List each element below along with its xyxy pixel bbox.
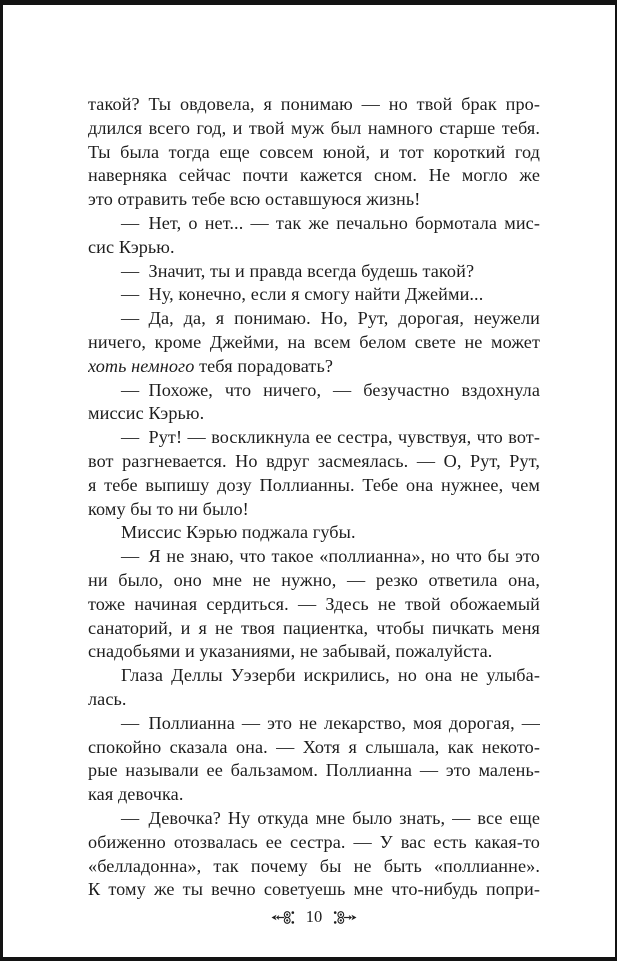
paragraph: [88, 260, 540, 284]
text-segment: санаторий, и я не твоя пациентка, чтобы пичкать меня: [88, 617, 540, 638]
text-segment: Глаза Деллы Уэзерби искрились, но она не улыба-: [121, 665, 540, 686]
text-segment: — Да, да, я понимаю. Но, Рут, дорогая, неужели: [121, 308, 540, 329]
text-segment: Миссис Кэрью поджала губы.: [121, 522, 356, 543]
text-segment: ни было, оно мне не нужно, — резко ответила она,: [88, 569, 540, 590]
text-segment: тебя порадовать?: [194, 355, 334, 376]
text-line: [88, 355, 540, 379]
text-line: [88, 545, 540, 569]
text-line: [88, 783, 540, 807]
text-line: [88, 712, 540, 736]
text-segment: тоже начиная сердиться. — Здесь не твой обожаемый: [88, 593, 540, 614]
text-segment: кая девочка.: [88, 784, 184, 805]
text-line: [88, 164, 540, 188]
italic-text-segment: хоть немного: [88, 355, 195, 376]
text-line: [88, 807, 540, 831]
fleuron-right-icon: [333, 910, 357, 925]
text-line: [88, 260, 540, 284]
text-segment: — Похоже, что ничего, — безучастно вздохнула: [121, 379, 540, 400]
text-line: [88, 93, 540, 117]
text-line: [88, 759, 540, 783]
text-segment: — Значит, ты и правда всегда будешь такой?: [121, 260, 475, 281]
text-segment: это отравить тебе всю оставшуюся жизнь!: [88, 189, 421, 210]
text-segment: снадобьями и указаниями, не забывай, пожалуйста.: [88, 641, 493, 662]
text-line: [88, 307, 540, 331]
text-line: [88, 188, 540, 212]
text-segment: ничего, кроме Джейми, на всем белом свете не может: [88, 331, 540, 352]
text-line: [88, 617, 540, 641]
text-segment: лась.: [88, 688, 127, 709]
text-line: [88, 450, 540, 474]
text-segment: я тебе выпишу дозу Поллианны. Тебе она нужнее, чем: [88, 474, 540, 495]
text-segment: вот разгневается. Но вдруг засмеялась. — О, Рут, Рут,: [88, 450, 540, 471]
text-segment: — Я не знаю, что такое «поллианна», но что бы это: [121, 546, 540, 567]
paragraph: [88, 93, 540, 212]
text-line: [88, 283, 540, 307]
paragraph: [88, 807, 540, 902]
text-line: [88, 688, 540, 712]
text-block: [88, 93, 540, 902]
text-line: [88, 640, 540, 664]
text-segment: кому бы то ни было!: [88, 498, 249, 519]
text-line: [88, 521, 540, 545]
page-footer: [88, 906, 540, 928]
text-segment: сис Кэрью.: [88, 236, 175, 257]
text-line: [88, 569, 540, 593]
paragraph: [88, 426, 540, 521]
text-line: [88, 855, 540, 879]
text-line: [88, 474, 540, 498]
text-segment: миссис Кэрью.: [88, 403, 205, 424]
text-line: [88, 117, 540, 141]
text-line: [88, 664, 540, 688]
text-segment: рые называли ее бальзамом. Поллианна — это малень-: [88, 760, 540, 781]
text-line: [88, 212, 540, 236]
text-segment: К тому же ты вечно советуешь мне что-нибудь попри-: [88, 879, 540, 900]
text-segment: обиженно отозвалась ее сестра. — У вас есть какая-то: [88, 831, 540, 852]
text-segment: Ты была тогда еще совсем юной, и тот короткий год: [88, 141, 540, 162]
text-segment: наверняка сейчас почти кажется сном. Не могло же: [88, 165, 540, 186]
text-segment: — Нет, о нет... — так же печально бормотала мис-: [121, 212, 540, 233]
text-segment: спокойно сказала она. — Хотя я слышала, как некото-: [88, 736, 540, 757]
text-segment: — Поллианна — это не лекарство, моя дорогая, —: [121, 712, 540, 733]
text-segment: «белладонна», так почему бы не быть «поллианне».: [88, 855, 540, 876]
fleuron-left-icon: [271, 910, 295, 925]
text-segment: — Ну, конечно, если я смогу найти Джейми...: [121, 284, 484, 305]
text-line: [88, 236, 540, 260]
text-line: [88, 331, 540, 355]
text-segment: длился всего год, и твой муж был намного старше тебя.: [88, 117, 540, 138]
text-line: [88, 831, 540, 855]
text-line: [88, 402, 540, 426]
text-segment: — Рут! — воскликнула ее сестра, чувствуя, что вот-: [121, 427, 540, 448]
text-line: [88, 379, 540, 403]
paragraph: [88, 307, 540, 378]
text-segment: такой? Ты овдовела, я понимаю — но твой брак про-: [88, 94, 540, 114]
text-line: [88, 878, 540, 902]
text-line: [88, 593, 540, 617]
paragraph: [88, 283, 540, 307]
text-line: [88, 141, 540, 165]
text-line: [88, 426, 540, 450]
text-segment: — Девочка? Ну откуда мне было знать, — все еще: [121, 807, 540, 828]
text-line: [88, 498, 540, 522]
paragraph: [88, 521, 540, 545]
paragraph: [88, 712, 540, 807]
text-line: [88, 736, 540, 760]
paragraph: [88, 664, 540, 712]
page-number: 10: [305, 907, 323, 926]
paragraph: [88, 212, 540, 260]
paragraph: [88, 379, 540, 427]
paragraph: [88, 545, 540, 664]
